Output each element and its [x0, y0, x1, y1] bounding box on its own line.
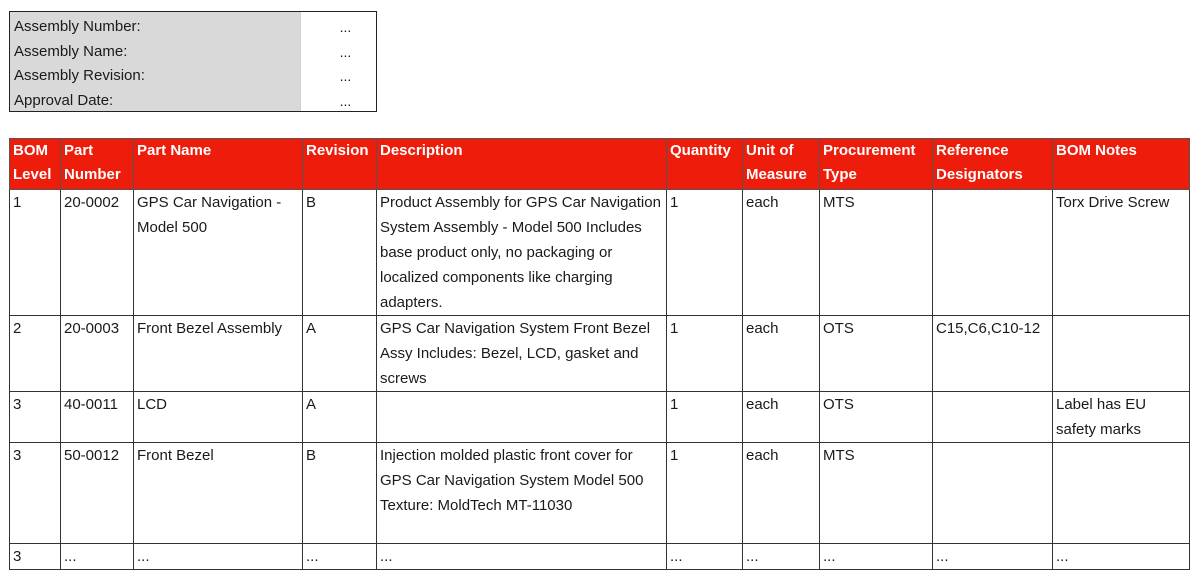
- col-header-bom-notes[interactable]: BOM Notes: [1053, 139, 1190, 190]
- cell-description[interactable]: Product Assembly for GPS Car Navigation System Assembly - Model 500 Includes base product only, no packaging or localized components like charging adapters.: [377, 190, 667, 316]
- table-row: [10, 316, 1190, 392]
- assembly-info-values: [301, 12, 376, 111]
- cell-part-name[interactable]: LCD: [134, 392, 303, 443]
- cell-part-number[interactable]: 20-0002: [61, 190, 134, 316]
- cell-quantity[interactable]: 1: [667, 190, 743, 316]
- assembly-revision-label: Assembly Revision:: [14, 67, 145, 84]
- cell-bom-level[interactable]: 3: [10, 544, 61, 570]
- assembly-name-label: Assembly Name:: [14, 42, 128, 60]
- cell-part-name[interactable]: ...: [134, 544, 303, 570]
- assembly-number-label: Assembly Number:: [14, 18, 141, 35]
- cell-revision[interactable]: B: [303, 190, 377, 316]
- bom-header-row: [10, 139, 1190, 190]
- assembly-info-box: [9, 11, 377, 112]
- cell-procurement-type[interactable]: OTS: [820, 316, 933, 392]
- table-row: [10, 392, 1190, 443]
- cell-unit-of-measure[interactable]: ...: [743, 544, 820, 570]
- col-header-bom-level[interactable]: BOM Level: [10, 139, 61, 190]
- cell-part-name[interactable]: Front Bezel: [134, 443, 303, 544]
- cell-part-name[interactable]: GPS Car Navigation - Model 500: [134, 190, 303, 316]
- cell-description[interactable]: GPS Car Navigation System Front Bezel Assy Includes: Bezel, LCD, gasket and screws: [377, 316, 667, 392]
- cell-revision[interactable]: B: [303, 443, 377, 544]
- cell-bom-notes[interactable]: Torx Drive Screw: [1053, 190, 1190, 316]
- approval-date-value[interactable]: ...: [339, 92, 352, 109]
- cell-reference-designators[interactable]: ...: [933, 544, 1053, 570]
- table-row: [10, 544, 1190, 570]
- cell-quantity[interactable]: 1: [667, 443, 743, 544]
- cell-quantity[interactable]: 1: [667, 316, 743, 392]
- col-header-unit-of-measure[interactable]: Unit of Measure: [743, 139, 820, 190]
- cell-part-number[interactable]: 20-0003: [61, 316, 134, 392]
- assembly-number-value[interactable]: ...: [339, 19, 352, 35]
- cell-quantity[interactable]: 1: [667, 392, 743, 443]
- col-header-procurement-type[interactable]: Procurement Type: [820, 139, 933, 190]
- table-row: [10, 443, 1190, 544]
- cell-procurement-type[interactable]: OTS: [820, 392, 933, 443]
- cell-reference-designators[interactable]: [933, 443, 1053, 544]
- cell-reference-designators[interactable]: [933, 392, 1053, 443]
- assembly-name-value[interactable]: ...: [339, 43, 352, 60]
- cell-bom-level[interactable]: 3: [10, 443, 61, 544]
- cell-bom-level[interactable]: 3: [10, 392, 61, 443]
- cell-quantity[interactable]: ...: [667, 544, 743, 570]
- cell-bom-level[interactable]: 1: [10, 190, 61, 316]
- cell-procurement-type[interactable]: MTS: [820, 190, 933, 316]
- cell-description[interactable]: Injection molded plastic front cover for GPS Car Navigation System Model 500 Texture: MoldTech MT-11030: [377, 443, 667, 544]
- col-header-revision[interactable]: Revision: [303, 139, 377, 190]
- cell-part-name[interactable]: Front Bezel Assembly: [134, 316, 303, 392]
- bom-table: [9, 138, 1190, 570]
- assembly-info-labels: [10, 12, 301, 111]
- cell-revision[interactable]: A: [303, 392, 377, 443]
- cell-revision[interactable]: A: [303, 316, 377, 392]
- col-header-part-number[interactable]: Part Number: [61, 139, 134, 190]
- cell-procurement-type[interactable]: ...: [820, 544, 933, 570]
- cell-revision[interactable]: ...: [303, 544, 377, 570]
- col-header-description[interactable]: Description: [377, 139, 667, 190]
- cell-bom-notes[interactable]: [1053, 443, 1190, 544]
- col-header-reference-designators[interactable]: Reference Designators: [933, 139, 1053, 190]
- cell-unit-of-measure[interactable]: each: [743, 392, 820, 443]
- approval-date-label: Approval Date:: [14, 91, 114, 109]
- cell-reference-designators[interactable]: C15,C6,C10-12: [933, 316, 1053, 392]
- col-header-part-name[interactable]: Part Name: [134, 139, 303, 190]
- cell-bom-level[interactable]: 2: [10, 316, 61, 392]
- cell-procurement-type[interactable]: MTS: [820, 443, 933, 544]
- table-row: [10, 190, 1190, 316]
- col-header-quantity[interactable]: Quantity: [667, 139, 743, 190]
- cell-description[interactable]: ...: [377, 544, 667, 570]
- cell-unit-of-measure[interactable]: each: [743, 316, 820, 392]
- cell-unit-of-measure[interactable]: each: [743, 190, 820, 316]
- cell-bom-notes[interactable]: [1053, 316, 1190, 392]
- cell-part-number[interactable]: ...: [61, 544, 134, 570]
- cell-unit-of-measure[interactable]: each: [743, 443, 820, 544]
- cell-reference-designators[interactable]: [933, 190, 1053, 316]
- cell-description[interactable]: [377, 392, 667, 443]
- cell-part-number[interactable]: 50-0012: [61, 443, 134, 544]
- assembly-revision-value[interactable]: ...: [339, 68, 352, 84]
- cell-bom-notes[interactable]: Label has EU safety marks: [1053, 392, 1190, 443]
- cell-part-number[interactable]: 40-0011: [61, 392, 134, 443]
- cell-bom-notes[interactable]: ...: [1053, 544, 1190, 570]
